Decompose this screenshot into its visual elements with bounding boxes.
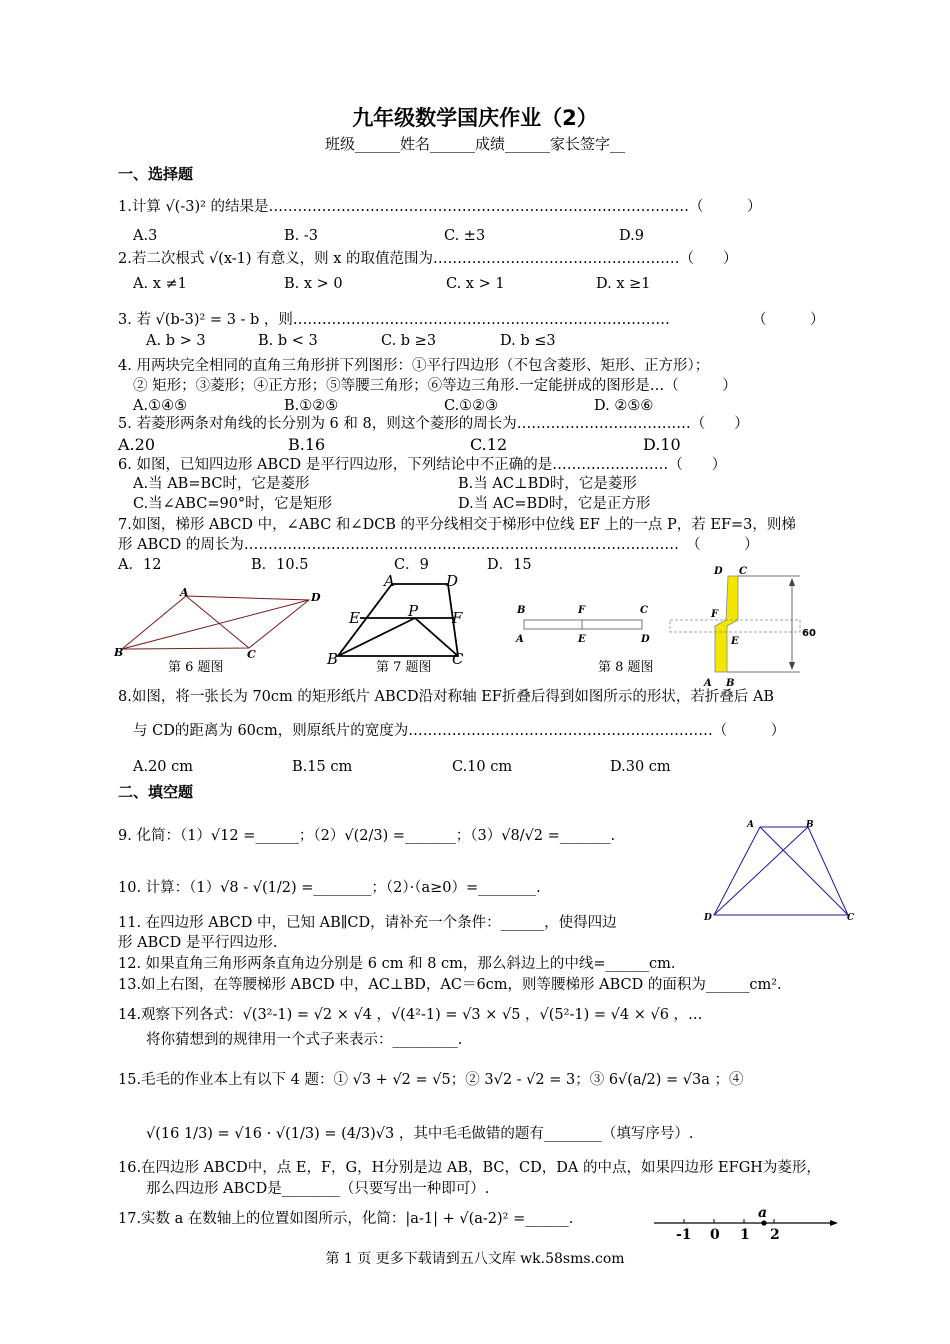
- q5-option-b: B.16: [288, 435, 326, 454]
- number-line-tick-1: 1: [740, 1227, 750, 1242]
- fig6-label-a: A: [180, 586, 189, 599]
- number-line-point-a: [761, 1220, 766, 1225]
- fig13-label-d: D: [704, 913, 712, 923]
- q4-option-a: A.①④⑤: [133, 398, 188, 414]
- question-5: 5. 若菱形两条对角线的长分别为 6 和 8，则这个菱形的周长为………………………………（ ）: [118, 416, 749, 432]
- q1-option-d: D.9: [619, 228, 644, 244]
- fig13-label-a: A: [747, 820, 754, 830]
- section-choice: 一、选择题: [118, 165, 194, 183]
- fig8-label-f: F: [578, 605, 586, 616]
- question-1: 1.计算 √(-3)² 的结果是……………………………………………………………………………（ ）: [118, 199, 762, 215]
- q4-option-c: C.①②③: [444, 398, 499, 414]
- q4-option-b: B.①②⑤: [284, 398, 339, 414]
- question-16-line1: 16.在四边形 ABCD中，点 E，F，G，H分别是边 AB，BC，CD，DA 的中点，如果四边形 EFGH为菱形，: [118, 1160, 821, 1176]
- fig13-label-b: B: [806, 820, 814, 830]
- question-14-line2: 将你猜想到的规律用一个式子来表示：_________.: [146, 1032, 463, 1048]
- fig8-label-a: A: [516, 634, 524, 645]
- figure-6-parallelogram: [112, 584, 327, 662]
- fig8b-measure: 60: [802, 628, 816, 639]
- fig7-label-e: E: [349, 609, 360, 627]
- fig8b-label-c: C: [739, 566, 747, 577]
- page-title: 九年级数学国庆作业（2）: [352, 106, 598, 130]
- fig7-label-f: F: [452, 609, 463, 627]
- fig8-label-b: B: [517, 605, 526, 616]
- q1-option-a: A.3: [133, 228, 158, 244]
- q8-option-b: B.15 cm: [292, 759, 353, 775]
- q6-option-d: D.当 AC=BD时，它是正方形: [458, 496, 651, 512]
- question-11-line1: 11. 在四边形 ABCD 中，已知 AB∥CD，请补充一个条件：______，使得四边: [118, 915, 617, 931]
- q7-option-c: C．9: [394, 557, 429, 573]
- q2-option-b: B. x > 0: [284, 276, 343, 292]
- q7-option-b: B．10.5: [251, 557, 309, 573]
- question-4-line1: 4. 用两块完全相同的直角三角形拼下列图形：①平行四边形（不包含菱形、矩形、正方形）；: [118, 358, 710, 374]
- question-9: 9. 化简：（1）√12 =______；（2）√(2/3) =_______；（3）√8/√2 =_______.: [118, 828, 616, 844]
- fig7-label-c: C: [452, 650, 464, 668]
- question-13: 13.如上右图，在等腰梯形 ABCD 中，AC⊥BD，AC＝6cm，则等腰梯形 ABCD 的面积为______cm².: [118, 977, 782, 993]
- figure-7-caption: 第 7 题图: [376, 660, 432, 675]
- fig6-label-d: D: [311, 591, 321, 604]
- fig8-label-c: C: [640, 605, 648, 616]
- question-2: 2.若二次根式 √(x-1) 有意义，则 x 的取值范围为……………………………………………（ ）: [118, 251, 738, 267]
- fig8b-label-e: E: [731, 636, 739, 647]
- q8-option-c: C.10 cm: [452, 759, 513, 775]
- fig7-label-d: D: [446, 572, 459, 590]
- q2-option-d: D. x ≥1: [596, 276, 651, 292]
- question-15-line1: 15.毛毛的作业本上有以下 4 题：① √3 + √2 = √5；② 3√2 - √2 = 3；③ 6√(a/2) = √3a ；④: [118, 1072, 744, 1088]
- q7-option-a: A．12: [118, 557, 162, 573]
- question-4-line2: ② 矩形；③菱形；④正方形；⑤等腰三角形；⑥等边三角形.一定能拼成的图形是…（ ）: [133, 378, 737, 394]
- figure-8-strip: [512, 600, 662, 648]
- fig8b-label-b: B: [726, 678, 735, 689]
- q8-option-a: A.20 cm: [133, 759, 194, 775]
- q8-option-d: D.30 cm: [610, 759, 671, 775]
- fig8b-label-a: A: [704, 678, 712, 689]
- figure-13-trapezoid: [700, 815, 860, 927]
- question-12: 12. 如果直角三角形两条直角边分别是 6 cm 和 8 cm，那么斜边上的中线=______cm.: [118, 956, 676, 972]
- q1-option-c: C. ±3: [444, 228, 486, 244]
- number-line: [650, 1202, 845, 1242]
- q5-option-c: C.12: [470, 435, 508, 454]
- q3-paren: （ ）: [752, 312, 825, 328]
- question-7-line2: 形 ABCD 的周长为……………………………………………………………………………… （ ）: [118, 537, 759, 553]
- fig6-label-c: C: [247, 648, 256, 661]
- question-3: 3. 若 √(b-3)² = 3 - b ，则……………………………………………………………………: [118, 312, 670, 328]
- fig8-label-e: E: [578, 634, 586, 645]
- q2-option-c: C. x > 1: [446, 276, 505, 292]
- number-line-tick-neg1: -1: [676, 1227, 692, 1242]
- question-17: 17.实数 a 在数轴上的位置如图所示，化简：|a-1| + √(a-2)² =______.: [118, 1211, 574, 1227]
- number-line-tick-0: 0: [710, 1227, 720, 1242]
- question-14-line1: 14.观察下列各式：√(3²-1) = √2 × √4 ，√(4²-1) = √3 × √5 ，√(5²-1) = √4 × √6 ，…: [118, 1007, 703, 1023]
- fig7-label-a: A: [384, 572, 395, 590]
- q3-option-a: A. b > 3: [146, 333, 206, 349]
- student-info-line: 班级______姓名______成绩______家长签字__: [324, 135, 625, 153]
- figure-8-folded: [668, 562, 828, 690]
- question-8-line1: 8.如图，将一张长为 70cm 的矩形纸片 ABCD沿对称轴 EF折叠后得到如图所示的形状，若折叠后 AB: [118, 689, 775, 705]
- q6-option-b: B.当 AC⊥BD时，它是菱形: [458, 476, 637, 492]
- q6-option-c: C.当∠ABC=90°时，它是矩形: [133, 496, 333, 512]
- q1-option-b: B. -3: [284, 228, 318, 244]
- fig13-label-c: C: [847, 913, 855, 923]
- q3-option-c: C. b ≥3: [381, 333, 437, 349]
- question-16-line2: 那么四边形 ABCD是________（只要写出一种即可）.: [146, 1181, 490, 1197]
- question-15-line2: √(16 1/3) = √16 · √(1/3) = (4/3)√3 ，其中毛毛做错的题有________（填写序号）.: [146, 1126, 694, 1142]
- fig7-label-b: B: [327, 650, 339, 668]
- q3-option-b: B. b < 3: [258, 333, 318, 349]
- q7-option-d: D．15: [487, 557, 532, 573]
- q2-option-a: A. x ≠1: [133, 276, 187, 292]
- question-7-line1: 7.如图，梯形 ABCD 中，∠ABC 和∠DCB 的平分线相交于梯形中位线 EF 上的一点 P，若 EF=3，则梯: [118, 517, 796, 533]
- q5-option-d: D.10: [643, 435, 681, 454]
- question-11-line2: 形 ABCD 是平行四边形.: [118, 935, 278, 951]
- fig8b-label-d: D: [714, 566, 723, 577]
- section-fill: 二、填空题: [118, 783, 194, 801]
- figure-8-caption: 第 8 题图: [598, 660, 654, 675]
- q5-option-a: A.20: [118, 435, 155, 454]
- question-6: 6. 如图，已知四边形 ABCD 是平行四边形，下列结论中不正确的是……………………（ ）: [118, 457, 727, 473]
- number-line-label-a: a: [758, 1205, 768, 1221]
- number-line-tick-2: 2: [770, 1227, 780, 1242]
- fig8b-label-f: F: [711, 609, 719, 620]
- q3-option-d: D. b ≤3: [500, 333, 556, 349]
- figure-6-caption: 第 6 题图: [168, 660, 224, 675]
- fig6-label-b: B: [114, 646, 124, 659]
- question-8-line2: 与 CD的距离为 60cm，则原纸片的宽度为………………………………………………………（ ）: [133, 723, 786, 739]
- fig7-label-p: P: [408, 602, 419, 620]
- page-footer: 第 1 页 更多下载请到五八文库 wk.58sms.com: [325, 1251, 625, 1267]
- q6-option-a: A.当 AB=BC时，它是菱形: [133, 476, 310, 492]
- q4-option-d: D. ②⑤⑥: [594, 398, 654, 414]
- fig8-label-d: D: [641, 634, 650, 645]
- question-10: 10. 计算：（1）√8 - √(1/2) =________；（2）·（a≥0）=________.: [118, 880, 541, 896]
